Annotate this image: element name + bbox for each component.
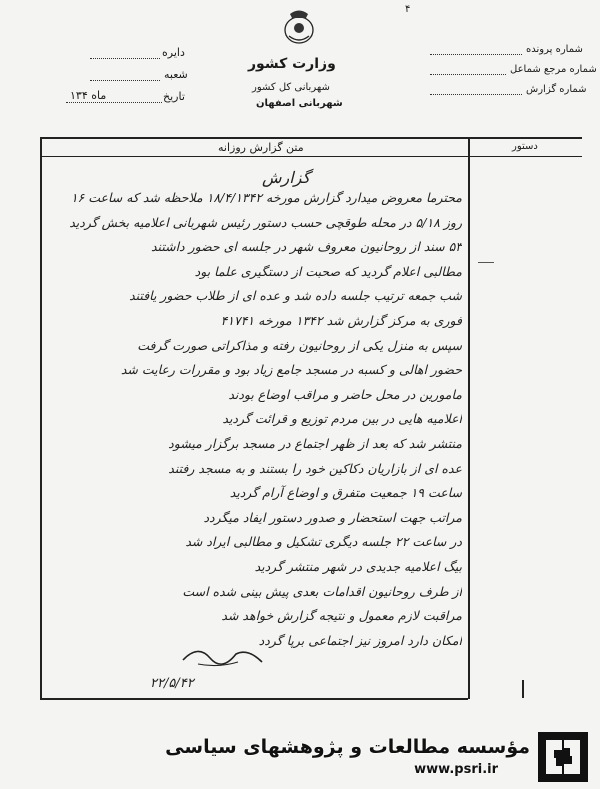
institute-logo-icon [538, 732, 588, 782]
report-line: ساعت ۱۹ جمعیت متفرق و اوضاع آرام گردید [229, 485, 462, 501]
watermark [165, 732, 588, 784]
watermark-url: www.psri.ir [414, 762, 498, 777]
field-line-reference [430, 74, 506, 75]
report-line: از طرف روحانیون اقدامات بعدی پیش بینی شده است [182, 583, 462, 599]
column-header-report-text: متن گزارش روزانه [218, 141, 304, 154]
field-line-date [66, 102, 162, 103]
table-bottom-rule [40, 698, 468, 700]
field-line-report [430, 94, 522, 95]
field-line-section [90, 80, 160, 81]
report-line: سپس به منزل یکی از روحانیون رفته و مذاکراتی صورت گرفت [137, 337, 462, 353]
field-line-department [90, 58, 160, 59]
field-department-label: دایره [162, 46, 185, 59]
field-date-value: ماه ۱۳۴ [70, 89, 107, 102]
ministry-title: وزارت کشور [248, 56, 336, 72]
report-line: روز ۵/۱۸ در محله طوقچی حسب دستور رئیس شهربانی اعلامیه بخش گردید [69, 214, 462, 230]
report-line: منتشر شد که بعد از ظهر اجتماع در مسجد برگزار میشود [168, 436, 462, 451]
table-column-divider [468, 137, 470, 699]
report-line: مراقبت لازم معمول و نتیجه گزارش خواهد شد [221, 608, 462, 624]
table-top-rule [40, 137, 582, 139]
lion-sun-emblem-icon [282, 8, 316, 48]
table-left-border [40, 137, 42, 699]
report-line: مامورین در محل حاضر و مراقب اوضاع بودند [228, 386, 462, 402]
report-line: عده ای از بازاریان دکاکین خود را بستند و به مسجد رفتند [168, 460, 462, 476]
report-line: محترما معروض میدارد گزارش مورخه ۱۸/۴/۱۳۴۲ ملاحظه شد که ساعت ۱۶ [70, 190, 462, 205]
report-line: حضور اهالی و کسبه در مسجد جامع زیاد بود و مقررات رعایت شد [120, 362, 462, 378]
report-line: بیگ اعلامیه جدیدی در شهر منتشر گردید [254, 559, 462, 574]
report-line: امکان دارد امروز نیز اجتماعی برپا گردد [258, 632, 462, 648]
table-header-rule [40, 156, 582, 157]
field-section-label: شعبه [164, 68, 188, 81]
report-line: مطالبی اعلام گردید که صحبت از دستگیری علما بود [194, 263, 462, 279]
side-mark-bar [522, 680, 524, 698]
field-line-file [430, 54, 522, 55]
signature-icon [178, 640, 268, 670]
report-title: گزارش [262, 168, 311, 187]
watermark-title: مؤسسه مطالعات و پژوهشهای سیاسی [165, 736, 530, 758]
column-header-instruction: دستور [512, 141, 538, 152]
subtitle-police-isfahan: شهربانی اصفهان [256, 98, 343, 109]
field-report-label: شماره گزارش [526, 84, 587, 95]
page-mark: ۴ [405, 4, 411, 15]
field-reference-label: شماره مرجع شماعل [510, 64, 597, 75]
report-line: ۵۳ سند از روحانیون معروف شهر در جلسه ای حضور داشتند [151, 239, 462, 255]
report-line: مراتب جهت استحضار و صدور دستور ایفاد میگردد [203, 509, 462, 525]
field-date-label: تاریخ [163, 90, 185, 103]
report-line: شب جمعه ترتیب جلسه داده شد و عده ای از طلاب حضور یافتند [129, 288, 462, 304]
report-date-note: ۲۲/۵/۴۲ [150, 676, 194, 691]
report-line: فوری به مرکز گزارش شد ۱۳۴۲ مورخه ۴۱۷۴۱ [220, 313, 462, 328]
side-mark-dash [478, 262, 494, 263]
field-file-label: شماره پرونده [526, 44, 583, 55]
report-line: اعلامیه هایی در بین مردم توزیع و قرائت گردید [222, 411, 462, 427]
subtitle-police-general: شهربانی کل کشور [252, 82, 330, 93]
report-line: در ساعت ۲۲ جلسه دیگری تشکیل و مطالبی ایراد شد [185, 534, 462, 550]
